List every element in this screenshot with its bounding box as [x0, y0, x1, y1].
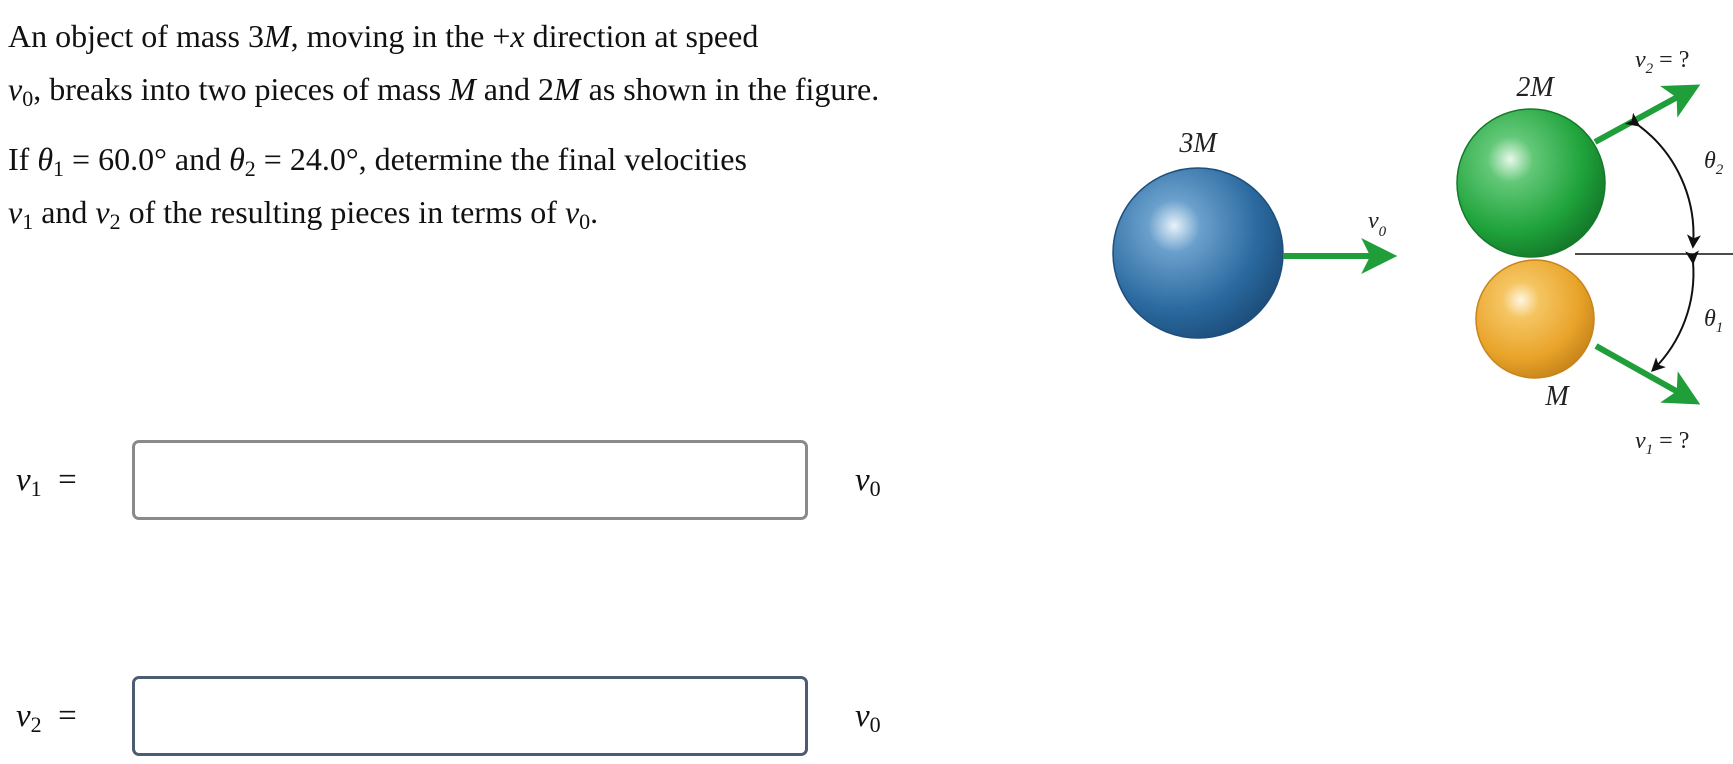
math-var: v [855, 462, 870, 498]
math-var: M [263, 18, 291, 54]
math-subscript: 2 [244, 156, 256, 181]
text-segment: as shown in the figure. [580, 71, 880, 107]
text-segment: and [33, 194, 96, 230]
text-segment: , moving in the + [290, 18, 511, 54]
text-segment: , breaks into two pieces of mass [33, 71, 450, 107]
v2-answer-input[interactable] [132, 676, 808, 756]
math-subscript: 2 [109, 209, 121, 234]
math-var: v [8, 71, 23, 107]
math-var: θ [37, 141, 54, 177]
mass-3m-ball [1113, 168, 1283, 338]
label-v0: $v_0$ [1368, 208, 1387, 240]
answer-row-v1 [0, 440, 900, 524]
math-subscript: 1 [30, 476, 42, 501]
problem-paragraph-1 [8, 10, 888, 116]
math-var: x [510, 18, 525, 54]
text-segment: = 24.0°, determine the final velocities [255, 141, 747, 177]
text-segment: of the resulting pieces in terms of [120, 194, 565, 230]
math-subscript: 1 [22, 209, 34, 234]
theta2-arc [1638, 125, 1693, 246]
problem-paragraph-2 [8, 133, 888, 239]
v1-label [16, 462, 77, 499]
label-2m: 2M [1516, 72, 1554, 103]
collision-figure [1090, 20, 1733, 460]
text-segment: If [8, 141, 38, 177]
text-segment: and 2 [475, 71, 554, 107]
label-theta2: $\theta_2$ [1704, 148, 1724, 178]
math-var: θ [229, 141, 245, 177]
label-theta1: $\theta_1$ [1704, 306, 1724, 336]
theta1-arc [1653, 262, 1693, 370]
collision-diagram [1090, 20, 1733, 460]
v2-unit-label [855, 698, 881, 735]
math-var: v [16, 462, 31, 498]
math-var: v [95, 194, 110, 230]
text-segment: An object of mass 3 [8, 18, 264, 54]
math-var: M [553, 71, 581, 107]
label-v2: $v_2$ = ? [1635, 47, 1690, 77]
v1-unit-label [855, 462, 881, 499]
math-subscript: 0 [22, 86, 34, 111]
math-subscript: 0 [869, 476, 881, 501]
math-var: v [8, 194, 23, 230]
math-var: v [564, 194, 580, 230]
mass-2m-ball [1457, 109, 1605, 257]
text-segment: = 60.0° and [64, 141, 230, 177]
answer-row-v2 [0, 676, 900, 760]
label-v1: $v_1$ = ? [1635, 428, 1690, 458]
mass-m-ball [1476, 260, 1594, 378]
label-3m: 3M [1179, 128, 1217, 159]
math-subscript: 0 [579, 209, 591, 234]
text-segment: direction at speed [524, 18, 759, 54]
math-var: v [16, 698, 31, 734]
label-m: M [1545, 381, 1569, 412]
math-subscript: 2 [30, 712, 42, 737]
math-var: v [855, 698, 870, 734]
text-segment: . [590, 194, 599, 230]
v1-answer-input[interactable] [132, 440, 808, 520]
v1-arrow [1596, 346, 1694, 401]
v2-arrow [1595, 88, 1694, 142]
problem-statement [8, 10, 888, 239]
equals-sign: = [58, 698, 77, 734]
math-subscript: 1 [53, 156, 65, 181]
math-subscript: 0 [869, 712, 881, 737]
math-var: M [449, 71, 476, 107]
equals-sign: = [58, 462, 77, 498]
v2-label [16, 698, 77, 735]
